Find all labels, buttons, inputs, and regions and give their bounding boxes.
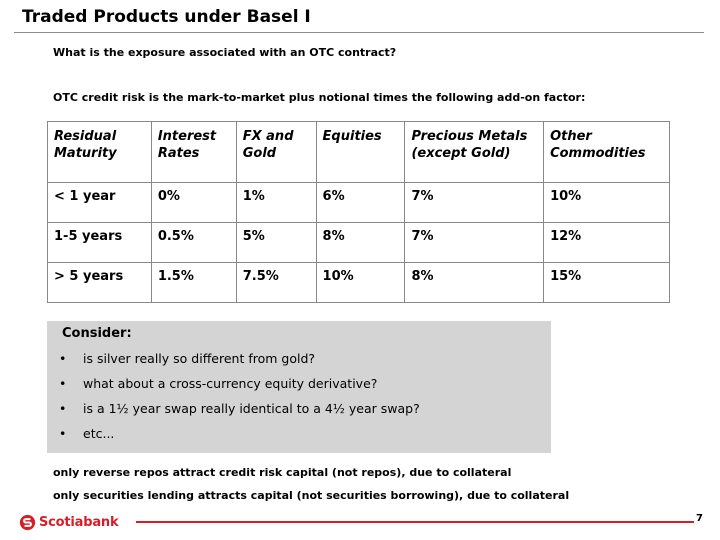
slide-title: Traded Products under Basel I (22, 7, 311, 27)
list-item-text: is a 1½ year swap really identical to a 4½ year swap? (83, 401, 420, 416)
title-divider (14, 32, 704, 33)
list-item-text: what about a cross-currency equity derivative? (83, 376, 378, 391)
add-on-factor-table (47, 121, 670, 303)
table-cell: 10% (544, 183, 670, 223)
table-cell: 8% (316, 223, 405, 263)
consider-title: Consider: (62, 326, 132, 341)
note-repos: only reverse repos attract credit risk capital (not repos), due to collateral (53, 466, 512, 479)
bullet-icon: • (59, 426, 67, 441)
consider-box (47, 321, 551, 453)
table-cell: 0.5% (151, 223, 236, 263)
table-cell: 7% (405, 183, 544, 223)
list-item (59, 401, 420, 426)
list-item (59, 351, 420, 376)
table-cell: 1% (236, 183, 316, 223)
list-item-text: etc... (83, 426, 115, 441)
list-item (59, 376, 420, 401)
table-cell: 10% (316, 263, 405, 303)
table-cell: 7.5% (236, 263, 316, 303)
header-cell: FX and Gold (236, 122, 316, 183)
table-cell: 6% (316, 183, 405, 223)
bullet-icon: • (59, 401, 67, 416)
table-cell: 7% (405, 223, 544, 263)
list-item-text: is silver really so different from gold? (83, 351, 316, 366)
brand-name: Scotiabank (39, 514, 119, 530)
table-row (48, 223, 670, 263)
header-cell: Other Commodities (544, 122, 670, 183)
table-cell: > 5 years (48, 263, 152, 303)
list-item (59, 426, 420, 451)
intro-text: OTC credit risk is the mark-to-market plus notional times the following add-on factor: (53, 91, 586, 104)
scotiabank-s-icon (19, 514, 36, 531)
header-cell: Equities (316, 122, 405, 183)
table-cell: 5% (236, 223, 316, 263)
bullet-icon: • (59, 376, 67, 391)
header-cell: Interest Rates (151, 122, 236, 183)
consider-list (59, 351, 420, 451)
bullet-icon: • (59, 351, 67, 366)
note-securities-lending: only securities lending attracts capital (not securities borrowing), due to collateral (53, 489, 570, 502)
table-cell: 8% (405, 263, 544, 303)
scotiabank-logo (19, 512, 118, 532)
table-cell: 1-5 years (48, 223, 152, 263)
table-cell: 0% (151, 183, 236, 223)
question-text: What is the exposure associated with an OTC contract? (53, 46, 397, 59)
page-number: 7 (696, 513, 703, 524)
header-cell: Residual Maturity (48, 122, 152, 183)
table-cell: 12% (544, 223, 670, 263)
table-cell: 15% (544, 263, 670, 303)
table-row (48, 183, 670, 223)
table-header-row (48, 122, 670, 183)
table-cell: 1.5% (151, 263, 236, 303)
table-row (48, 263, 670, 303)
footer-divider (136, 521, 694, 523)
table-cell: < 1 year (48, 183, 152, 223)
header-cell: Precious Metals (except Gold) (405, 122, 544, 183)
